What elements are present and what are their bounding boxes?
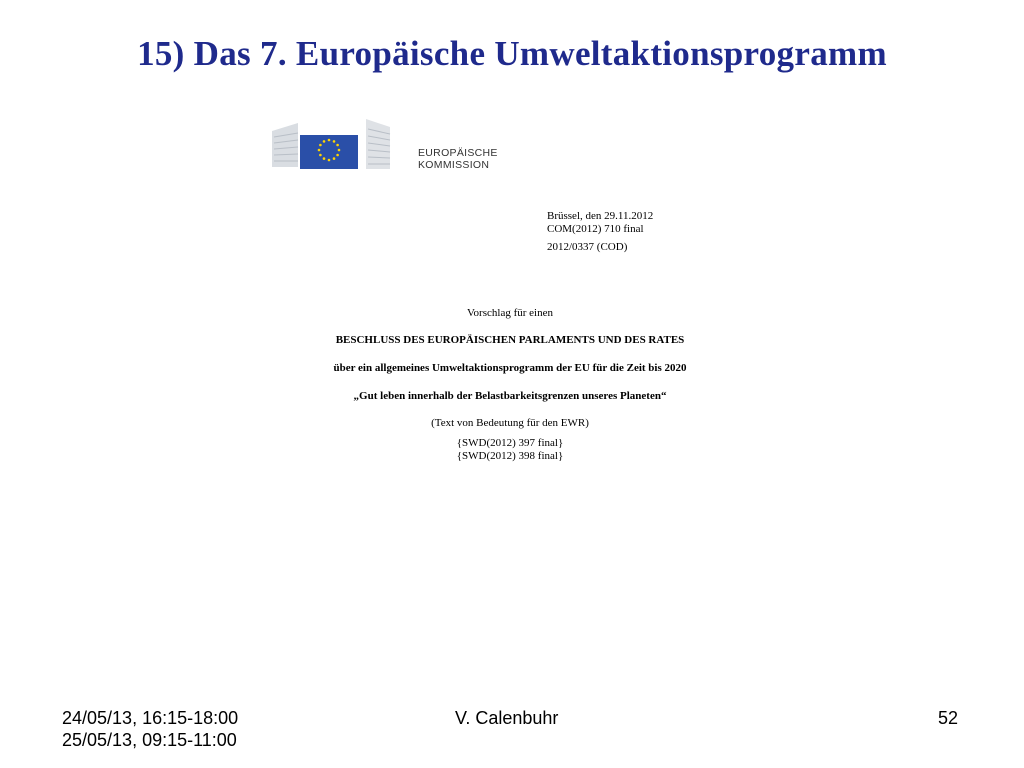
swd-reference-2: {SWD(2012) 398 final} (456, 450, 564, 462)
footer-date-2: 25/05/13, 09:15-11:00 (62, 730, 237, 750)
commission-name-line2: KOMMISSION (418, 159, 490, 171)
footer-date-1: 24/05/13, 16:15-18:00 (62, 708, 239, 728)
commission-name (418, 147, 498, 171)
procedure-number: 2012/0337 (COD) (547, 241, 628, 253)
reference-block (547, 210, 653, 254)
commission-building-icon (272, 113, 412, 175)
footer-author: V. Calenbuhr (455, 708, 559, 728)
decision-title: BESCHLUSS DES EUROPÄISCHEN PARLAMENTS UND DES RATES (335, 334, 685, 346)
embedded-document (270, 108, 750, 468)
document-motto: „Gut leben innerhalb der Belastbarkeitsgrenzen unseres Planeten“ (353, 390, 667, 402)
document-subject: über ein allgemeines Umweltaktionsprogramm der EU für die Zeit bis 2020 (333, 362, 687, 374)
commission-name-line1: EUROPÄISCHE (418, 147, 498, 159)
european-commission-logo (272, 113, 512, 175)
place-date: Brüssel, den 29.11.2012 (547, 210, 654, 222)
footer-dates (62, 707, 238, 751)
swd-reference-1: {SWD(2012) 397 final} (456, 437, 564, 449)
slide-title: 15) Das 7. Europäische Umweltaktionsprogramm (137, 34, 887, 73)
proposal-intro: Vorschlag für einen (467, 307, 553, 319)
com-number: COM(2012) 710 final (547, 222, 644, 235)
page-number: 52 (938, 708, 959, 728)
eea-note: (Text von Bedeutung für den EWR) (431, 417, 589, 429)
